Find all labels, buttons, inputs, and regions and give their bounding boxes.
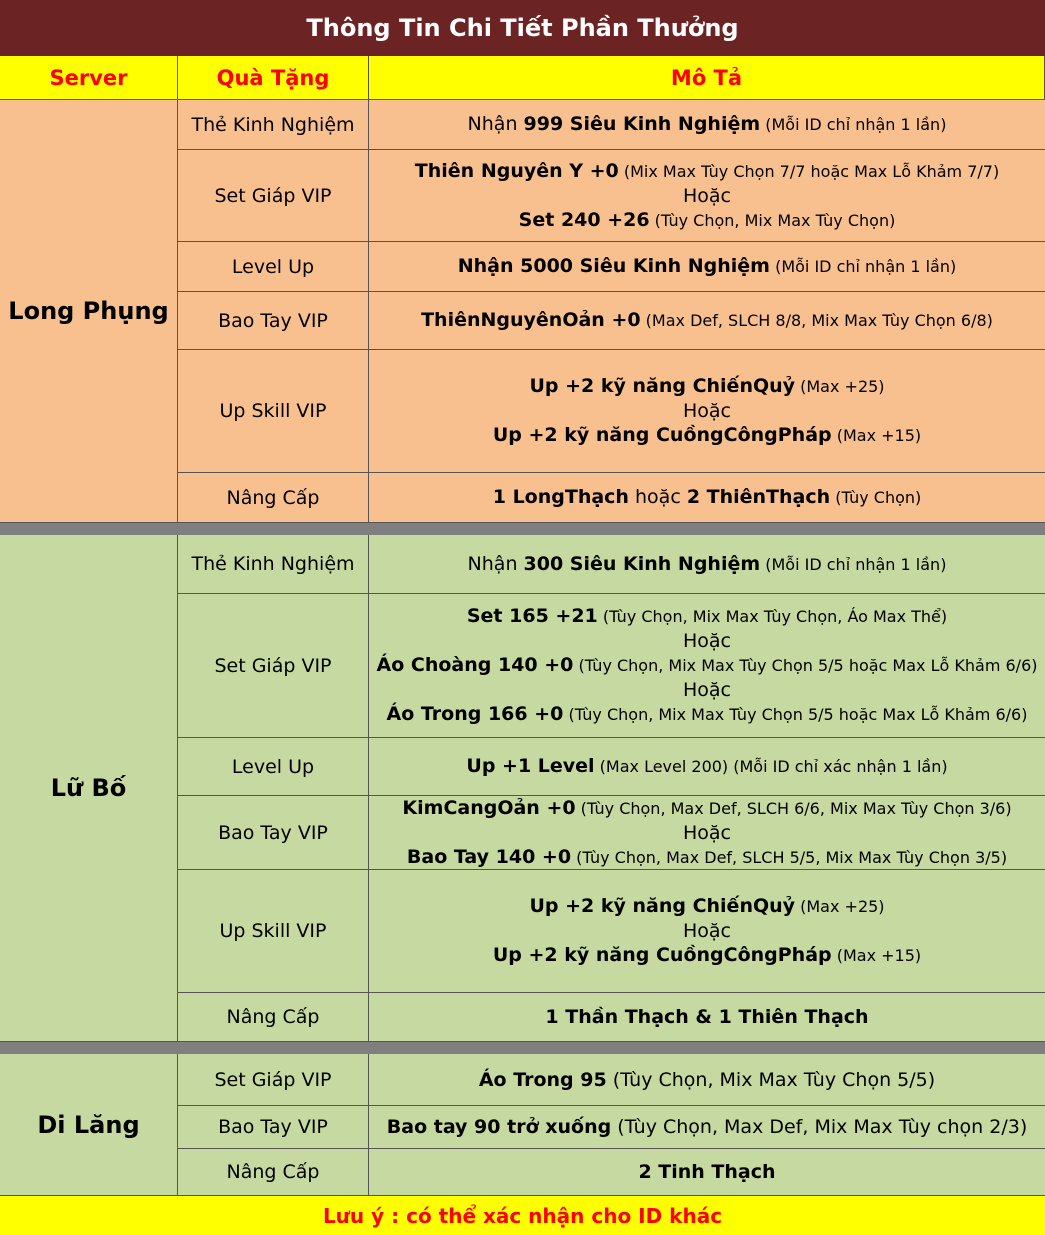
gift-desc: 1 Thần Thạch & 1 Thiên Thạch — [545, 1006, 869, 1028]
gift-name: Nâng Cấp — [178, 473, 369, 522]
gift-name: Up Skill VIP — [178, 350, 369, 472]
gift-desc: 1 LongThạch hoặc 2 ThiênThạch (Tùy Chọn) — [492, 486, 922, 508]
server-name: Lữ Bố — [0, 535, 178, 1042]
server-name: Di Lăng — [0, 1054, 178, 1196]
gift-desc: Up +1 Level (Max Level 200) (Mỗi ID chỉ xác nhận 1 lần) — [466, 755, 948, 777]
table-header — [0, 56, 1045, 100]
table-row — [178, 150, 1045, 242]
gift-name: Thẻ Kinh Nghiệm — [178, 535, 369, 593]
table-row — [178, 1106, 1045, 1149]
gift-name: Bao Tay VIP — [178, 1106, 369, 1148]
table-row — [178, 292, 1045, 350]
gift-desc: Up +2 kỹ năng ChiếnQuỷ (Max +25) Hoặc Up +2 kỹ năng CuồngCôngPháp (Max +15) — [492, 895, 922, 966]
gift-name: Nâng Cấp — [178, 993, 369, 1041]
table-row — [178, 1054, 1045, 1106]
table-row — [178, 594, 1045, 738]
gift-name: Set Giáp VIP — [178, 1054, 369, 1105]
gift-name: Nâng Cấp — [178, 1149, 369, 1195]
gift-desc: Thiên Nguyên Y +0 (Mix Max Tùy Chọn 7/7 hoặc Max Lỗ Khảm 7/7) Hoặc Set 240 +26 (Tùy Chọn, Mix Max Tùy Chọn) — [414, 159, 1000, 231]
gift-name: Bao Tay VIP — [178, 292, 369, 349]
table-row — [178, 796, 1045, 870]
gift-desc: Up +2 kỹ năng ChiếnQuỷ (Max +25) Hoặc Up +2 kỹ năng CuồngCôngPháp (Max +15) — [492, 375, 922, 446]
section-divider — [0, 523, 1045, 535]
section-di-lang — [0, 1054, 1045, 1196]
footer-note: Lưu ý : có thể xác nhận cho ID khác — [0, 1196, 1045, 1235]
gift-name: Thẻ Kinh Nghiệm — [178, 100, 369, 149]
gift-desc: Set 165 +21 (Tùy Chọn, Mix Max Tùy Chọn, Áo Max Thể) Hoặc Áo Choàng 140 +0 (Tùy Chọn, Mix Max Tùy Chọn 5/5 hoặc Max Lỗ Khảm 6/6) Hoặc Áo Trong 166 +0 (Tùy Chọn, Mix Max Tùy Chọn 5/5 hoặc Max Lỗ Khảm 6/6) — [376, 605, 1038, 725]
gift-name: Set Giáp VIP — [178, 150, 369, 241]
gift-desc: Nhận 300 Siêu Kinh Nghiệm (Mỗi ID chỉ nhận 1 lần) — [467, 552, 947, 575]
table-row — [178, 870, 1045, 993]
server-name: Long Phụng — [0, 100, 178, 523]
header-gift: Quà Tặng — [178, 56, 369, 100]
gift-name: Level Up — [178, 242, 369, 291]
gift-desc: Nhận 999 Siêu Kinh Nghiệm (Mỗi ID chỉ nhận 1 lần) — [467, 113, 947, 135]
table-title: Thông Tin Chi Tiết Phần Thưởng — [0, 0, 1045, 56]
gift-name: Up Skill VIP — [178, 870, 369, 992]
table-row — [178, 100, 1045, 150]
gift-desc: KimCangOản +0 (Tùy Chọn, Max Def, SLCH 6/6, Mix Max Tùy Chọn 3/6) Hoặc Bao Tay 140 +0 (Tùy Chọn, Max Def, SLCH 5/5, Mix Max Tùy Chọn 3/5) — [402, 796, 1012, 868]
gift-desc: ThiênNguyênOản +0 (Max Def, SLCH 8/8, Mix Max Tùy Chọn 6/8) — [421, 309, 993, 331]
gift-desc: Nhận 5000 Siêu Kinh Nghiệm (Mỗi ID chỉ nhận 1 lần) — [457, 255, 957, 277]
section-long-phung — [0, 100, 1045, 523]
table-row — [178, 350, 1045, 473]
gift-name: Set Giáp VIP — [178, 594, 369, 737]
gift-name: Bao Tay VIP — [178, 796, 369, 869]
gift-desc: 2 Tinh Thạch — [638, 1161, 776, 1183]
header-server: Server — [0, 56, 178, 100]
gift-name: Level Up — [178, 738, 369, 795]
table-row — [178, 1149, 1045, 1196]
header-desc: Mô Tả — [369, 56, 1045, 100]
section-divider — [0, 1042, 1045, 1054]
gift-desc: Áo Trong 95 (Tùy Chọn, Mix Max Tùy Chọn 5/5) — [478, 1068, 936, 1091]
gift-desc: Bao tay 90 trở xuống (Tùy Chọn, Max Def, Mix Max Tùy chọn 2/3) — [386, 1116, 1028, 1138]
table-row — [178, 473, 1045, 523]
table-row — [178, 535, 1045, 594]
table-row — [178, 242, 1045, 292]
table-row — [178, 993, 1045, 1042]
table-row — [178, 738, 1045, 796]
section-lu-bo — [0, 535, 1045, 1042]
